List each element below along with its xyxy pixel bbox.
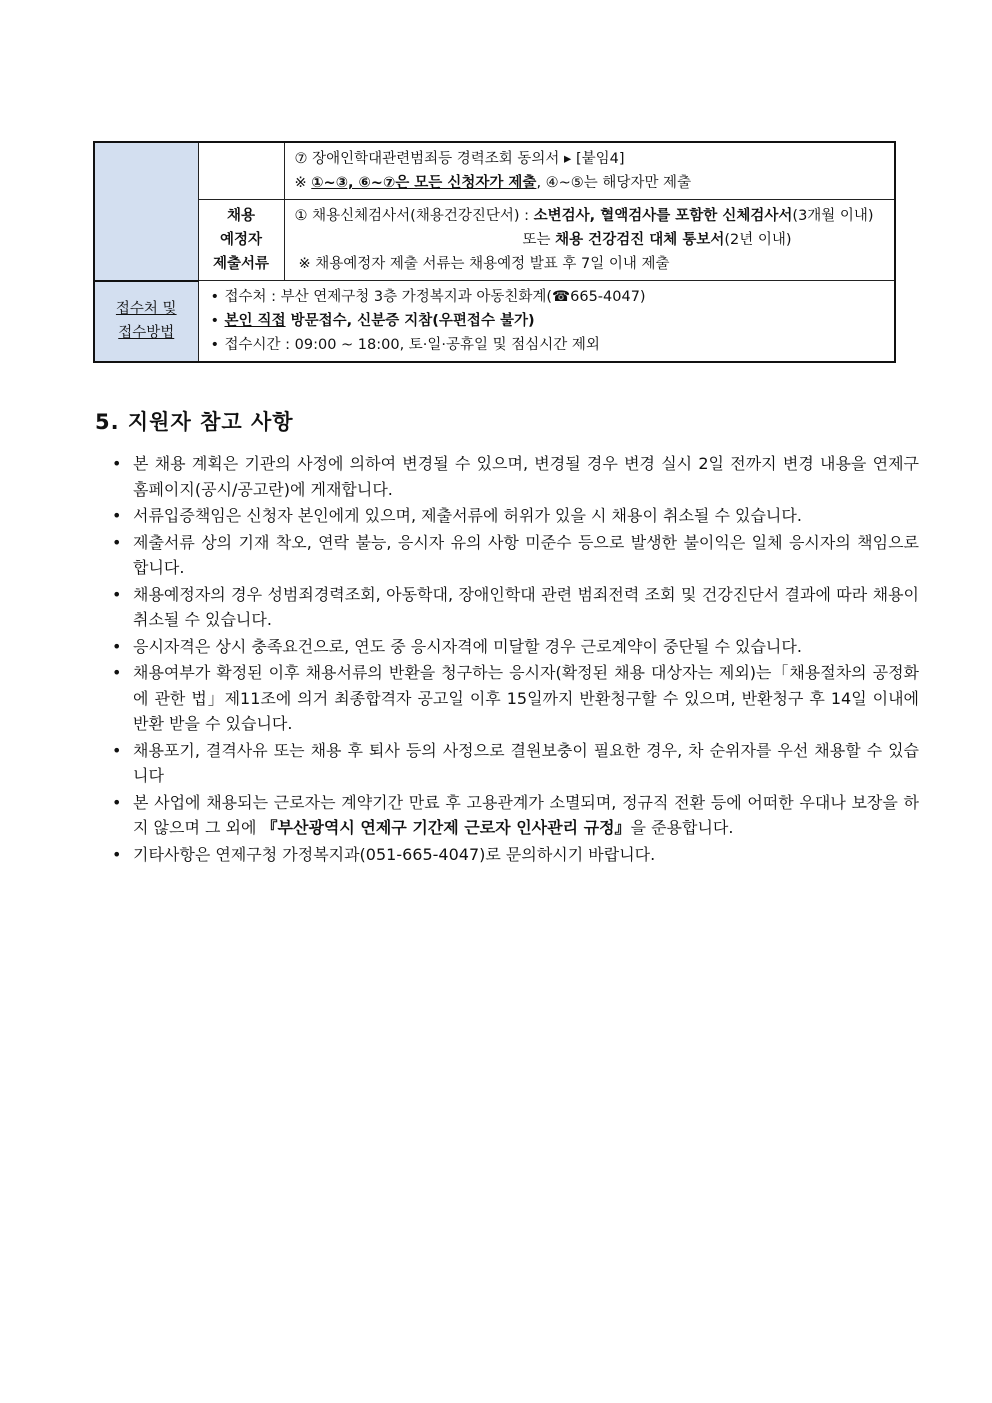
list-item	[93, 660, 923, 737]
health-check-suffix: (3개월 이내)	[792, 208, 874, 224]
note-bold-text: ①~③, ⑥~⑦은 모든 신청자가 제출	[311, 175, 537, 191]
consent-form-line: ⑦ 장애인학대관련범죄등 경력조회 동의서 ▸ [붙임4]	[294, 151, 625, 167]
bullet-icon: •	[112, 532, 122, 552]
list-item	[93, 451, 923, 502]
bullet-icon: •	[112, 584, 122, 604]
list-item-text: 채용예정자의 경우 성범죄경력조회, 아동학대, 장애인학대 관련 범죄전력 조회 및 건강진단서 결과에 따라 채용이 취소될 수 있습니다.	[133, 584, 919, 629]
health-check-bold: 소변검사, 혈액검사를 포함한 신체검사서	[533, 208, 793, 224]
note-prefix: ※	[294, 175, 312, 191]
table-header-cell	[94, 281, 198, 363]
table-body-cell	[284, 142, 895, 200]
list-item-text: 채용포기, 결격사유 또는 채용 후 퇴사 등의 사정으로 결원보충이 필요한 경우, 차 순위자를 우선 채용할 수 있습니다	[133, 740, 919, 785]
health-check-prefix: ① 채용신체검사서(채용건강진단서) :	[294, 208, 534, 224]
list-item	[93, 634, 923, 660]
table-row	[94, 200, 895, 281]
reception-method-line	[209, 309, 885, 333]
health-check-line	[295, 204, 885, 228]
list-item	[93, 842, 923, 868]
reception-hours-line	[209, 333, 885, 357]
list-item-text: 제출서류 상의 기재 착오, 연락 불능, 응시자 유의 사항 미준수 등으로 발생한 불이익은 일체 응시자의 책임으로 합니다.	[133, 532, 919, 577]
notes-list	[93, 451, 923, 867]
applicant-notes-section	[93, 405, 923, 868]
header-label-line: 접수처 및	[115, 301, 177, 318]
bullet-icon: •	[112, 740, 122, 760]
submission-note-line	[295, 171, 885, 195]
list-item-text: 응시자격은 상시 충족요건으로, 연도 중 응시자격에 미달할 경우 근로계약이 중단될 수 있습니다.	[133, 636, 802, 656]
table-row	[94, 142, 895, 200]
table-header-cell-empty	[94, 142, 198, 281]
bullet-icon: •	[210, 289, 220, 305]
in-person-text: 본인 직접	[224, 313, 286, 329]
health-check-alt-line	[295, 228, 885, 252]
list-item	[93, 503, 923, 529]
bullet-icon: •	[112, 844, 122, 864]
list-item	[93, 582, 923, 633]
table-sub-label-cell	[198, 200, 284, 281]
list-item-text: 서류입증책임은 신청자 본인에게 있으며, 제출서류에 허위가 있을 시 채용이 취소될 수 있습니다.	[133, 506, 802, 525]
table-row	[94, 281, 895, 363]
alt-bold: 채용 건강검진 대체 통보서	[555, 232, 725, 248]
list-item-text: 채용여부가 확정된 이후 채용서류의 반환을 청구하는 응시자(확정된 채용 대상자는 제외)는「채용절차의 공정화에 관한 법」제11조에 의거 최종합격자 공고일 이후 15일까지 반환청구할 수 있으며, 반환청구 후 14일 이내에 반환 받을 수 있습니다.	[133, 663, 919, 733]
list-item-text: 본 채용 계획은 기관의 사정에 의하여 변경될 수 있으며, 변경될 경우 변경 실시 2일 전까지 변경 내용을 연제구 홈페이지(공시/공고란)에 게재합니다.	[133, 454, 919, 499]
list-item	[93, 530, 923, 581]
bullet-icon: •	[210, 313, 220, 329]
table-body-cell	[284, 200, 895, 281]
alt-suffix: (2년 이내)	[724, 232, 792, 248]
sub-label-line: 채용	[226, 208, 255, 224]
reception-method-text: 방문접수, 신분증 지참(우편접수 불가)	[285, 313, 535, 329]
list-item-text: 본 사업에 채용되는 근로자는 계약기간 만료 후 고용관계가 소멸되며, 정규직 전환 등에 어떠한 우대나 보장을 하지 않으며 그 외에	[133, 792, 919, 837]
bullet-icon: •	[112, 636, 122, 656]
bullet-icon: •	[210, 337, 220, 353]
note-suffix: , ④~⑤는 해당자만 제출	[536, 175, 692, 191]
application-info-table	[93, 141, 896, 363]
list-item	[93, 790, 923, 841]
bullet-icon: •	[112, 792, 122, 812]
list-item-text: 기타사항은 연제구청 가정복지과(051-665-4047)로 문의하시기 바랍니다.	[133, 844, 656, 864]
alt-prefix: 또는	[522, 232, 556, 248]
deadline-note-line: ※ 채용예정자 제출 서류는 채용예정 발표 후 7일 이내 제출	[298, 256, 670, 272]
table-body-cell	[198, 281, 895, 363]
regulation-name: 『부산광역시 연제구 기간제 근로자 인사관리 규정』	[261, 818, 631, 837]
table-sub-cell-empty	[198, 142, 284, 200]
document-table-container	[93, 141, 896, 363]
reception-place-line	[209, 285, 885, 309]
header-label-line: 접수방법	[118, 325, 175, 342]
section-title: 5. 지원자 참고 사항	[95, 410, 294, 434]
reception-place-text: 접수처 : 부산 연제구청 3층 가정복지과 아동친화계(☎665-4047)	[224, 289, 646, 305]
bullet-icon: •	[112, 506, 122, 525]
sub-label-line: 제출서류	[212, 256, 270, 272]
reception-hours-text: 접수시간 : 09:00 ~ 18:00, 토·일·공휴일 및 점심시간 제외	[224, 337, 600, 353]
sub-label-line: 예정자	[219, 232, 263, 248]
list-item-text-suffix: 을 준용합니다.	[630, 818, 734, 837]
bullet-icon: •	[112, 454, 122, 473]
bullet-icon: •	[112, 663, 122, 682]
list-item	[93, 738, 923, 789]
